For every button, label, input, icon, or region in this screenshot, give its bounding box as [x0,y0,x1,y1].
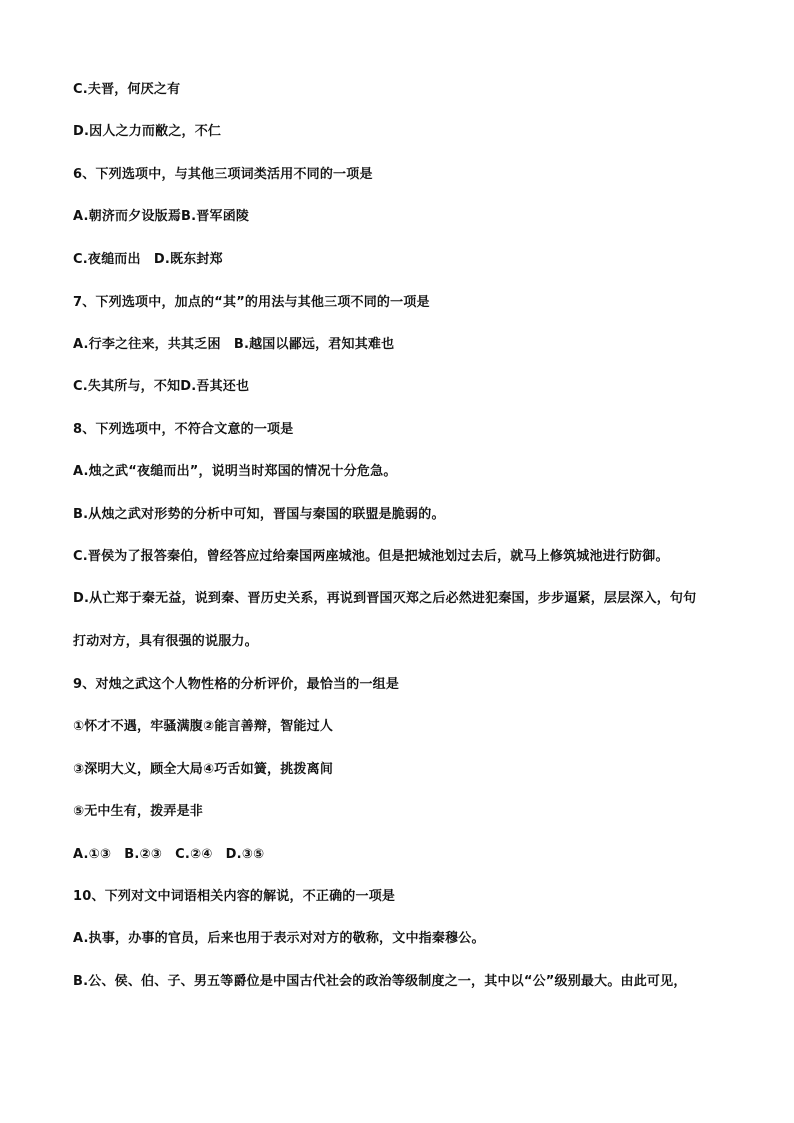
question-6: 6、下列选项中，与其他三项词类活用不同的一项是 [73,167,373,182]
statement-9-3-4: ③深明大义，顾全大局④巧舌如簧，挑拨离间 [73,762,334,777]
statement-9-5: ⑤无中生有，拨弄是非 [73,804,204,819]
option-10b: B.公、侯、伯、子、男五等爵位是中国古代社会的政治等级制度之一，其中以“公”级别最大。由此可见， [73,974,687,989]
question-9: 9、对烛之武这个人物性格的分析评价，最恰当的一组是 [73,677,400,692]
question-10: 10、下列对文中词语相关内容的解说，不正确的一项是 [73,889,396,904]
option-8d-continuation: 打动对方，具有很强的说服力。 [73,634,258,649]
option-7cd: C.失其所与，不知D.吾其还也 [73,379,250,394]
option-8c: C.晋侯为了报答秦伯，曾经答应过给秦国两座城池。但是把城池划过去后，就马上修筑城池进行防御。 [73,549,669,564]
question-7: 7、下列选项中，加点的“其”的用法与其他三项不同的一项是 [73,295,430,310]
option-5d: D.因人之力而敝之，不仁 [73,124,222,139]
option-6ab: A.朝济而夕设版焉B.晋军函陵 [73,209,250,224]
option-8b: B.从烛之武对形势的分析中可知，晋国与秦国的联盟是脆弱的。 [73,507,445,522]
option-10a: A.执事，办事的官员，后来也用于表示对对方的敬称，文中指秦穆公。 [73,931,485,946]
options-9: A.①③ B.②③ C.②④ D.③⑤ [73,847,265,862]
option-6cd: C.夜缒而出 D.既东封郑 [73,252,223,267]
option-5c: C.夫晋，何厌之有 [73,82,181,97]
option-8d: D.从亡郑于秦无益，说到秦、晋历史关系，再说到晋国灭郑之后必然进犯秦国，步步逼紧，层层深入，句句 [73,591,697,606]
option-7ab: A.行李之往来，共其乏困 B.越国以鄙远，君知其难也 [73,337,395,352]
question-8: 8、下列选项中，不符合文意的一项是 [73,422,294,437]
statement-9-1-2: ①怀才不遇，牢骚满腹②能言善辩，智能过人 [73,719,334,734]
option-8a: A.烛之武“夜缒而出”，说明当时郑国的情况十分危急。 [73,464,397,479]
